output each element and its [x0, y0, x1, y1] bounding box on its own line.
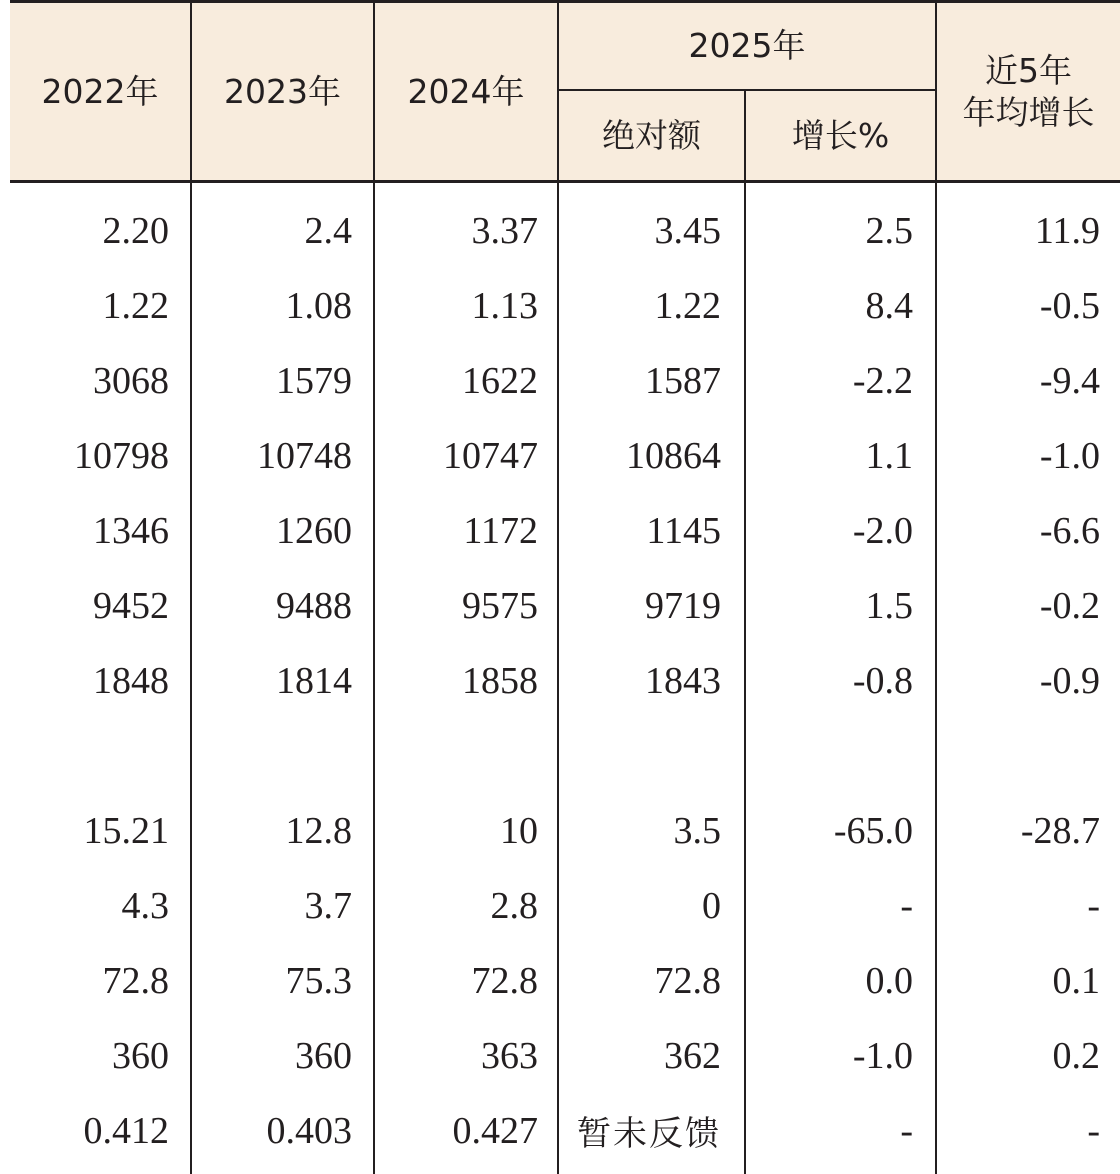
value-2022-cell: 1848	[93, 659, 169, 702]
value-5yr-avg-growth-cell: 0.2	[1052, 1034, 1100, 1077]
value-2025-growth-cell: 8.4	[865, 284, 913, 327]
value-2023-cell: 12.8	[285, 809, 352, 852]
value-5yr-avg-growth-cell: -0.9	[1039, 659, 1100, 702]
value-5yr-avg-growth-cell: -6.6	[1039, 509, 1100, 552]
value-2024-cell: 2.8	[490, 884, 538, 927]
value-2023-cell: 360	[295, 1034, 352, 1077]
value-2024-cell: 0.427	[452, 1109, 538, 1152]
value-2022-cell: 10798	[74, 434, 169, 477]
value-2025-growth-cell: -1.0	[852, 1034, 913, 1077]
value-2024-cell: 10	[500, 809, 538, 852]
value-2023-cell: 1260	[276, 509, 352, 552]
value-2022-cell: 1346	[93, 509, 169, 552]
header-5yr-avg-growth: 近5年 年均增长	[962, 51, 1095, 132]
value-2023-cell: 0.403	[266, 1109, 352, 1152]
value-5yr-avg-growth-cell: -	[1087, 1109, 1100, 1152]
value-2025-absolute-cell: 1145	[646, 509, 721, 552]
value-2022-cell: 1.22	[102, 284, 169, 327]
value-2024-cell: 10747	[443, 434, 538, 477]
value-2025-absolute-cell: 1587	[645, 359, 721, 402]
value-2025-growth-cell: 2.5	[865, 209, 913, 252]
value-2025-absolute-cell: 3.5	[673, 809, 721, 852]
value-2025-growth-cell: -	[900, 1109, 913, 1152]
value-2024-cell: 9575	[462, 584, 538, 627]
value-2025-growth-cell: -0.8	[852, 659, 913, 702]
value-2024-cell: 363	[481, 1034, 538, 1077]
value-2024-cell: 1858	[462, 659, 538, 702]
value-2024-cell: 72.8	[471, 959, 538, 1002]
value-2025-growth-cell: -	[900, 884, 913, 927]
value-2022-cell: 0.412	[83, 1109, 169, 1152]
value-2022-cell: 3068	[93, 359, 169, 402]
value-5yr-avg-growth-cell: -1.0	[1039, 434, 1100, 477]
value-2024-cell: 1172	[463, 509, 538, 552]
value-2023-cell: 10748	[257, 434, 352, 477]
value-2025-absolute-cell: 0	[702, 884, 721, 927]
value-2025-growth-cell: 1.5	[865, 584, 913, 627]
header-bottom-rule	[10, 180, 1120, 183]
value-2023-cell: 2.4	[304, 209, 352, 252]
value-2025-absolute-cell: 1843	[645, 659, 721, 702]
header-2022: 2022年	[41, 71, 159, 111]
header-2024: 2024年	[407, 71, 525, 111]
value-2022-cell: 360	[112, 1034, 169, 1077]
value-2022-cell: 9452	[93, 584, 169, 627]
value-5yr-avg-growth-cell: -	[1087, 884, 1100, 927]
header-growth: 增长%	[791, 115, 890, 155]
value-2025-growth-cell: -2.0	[852, 509, 913, 552]
value-5yr-avg-growth-cell: -0.2	[1039, 584, 1100, 627]
value-2023-cell: 1.08	[285, 284, 352, 327]
header-2023: 2023年	[224, 71, 341, 111]
value-2025-growth-cell: 0.0	[865, 959, 913, 1002]
header-2025: 2025年	[688, 26, 806, 66]
value-2025-absolute-cell: 3.45	[654, 209, 721, 252]
value-2025-absolute-cell: 10864	[626, 434, 721, 477]
value-5yr-avg-growth-cell: -28.7	[1020, 809, 1100, 852]
value-2025-absolute-cell: 1.22	[654, 284, 721, 327]
value-2024-cell: 1622	[462, 359, 538, 402]
value-2025-growth-cell: -65.0	[833, 809, 913, 852]
value-2025-absolute-cell: 362	[664, 1034, 721, 1077]
value-2025-absolute-cell: 暂未反馈	[577, 1114, 721, 1154]
value-2023-cell: 3.7	[304, 884, 352, 927]
value-2022-cell: 72.8	[102, 959, 169, 1002]
value-2022-cell: 2.20	[102, 209, 169, 252]
value-5yr-avg-growth-cell: -9.4	[1039, 359, 1100, 402]
value-2022-cell: 4.3	[121, 884, 169, 927]
header-absolute: 绝对额	[602, 115, 701, 155]
value-2022-cell: 15.21	[83, 809, 169, 852]
value-5yr-avg-growth-cell: 0.1	[1052, 959, 1100, 1002]
value-2024-cell: 3.37	[471, 209, 538, 252]
value-2025-growth-cell: -2.2	[852, 359, 913, 402]
value-2024-cell: 1.13	[471, 284, 538, 327]
value-2025-absolute-cell: 72.8	[654, 959, 721, 1002]
value-2025-growth-cell: 1.1	[865, 434, 913, 477]
value-2023-cell: 75.3	[285, 959, 352, 1002]
value-2023-cell: 9488	[276, 584, 352, 627]
value-5yr-avg-growth-cell: 11.9	[1034, 209, 1100, 252]
value-2023-cell: 1579	[276, 359, 352, 402]
value-5yr-avg-growth-cell: -0.5	[1039, 284, 1100, 327]
value-2025-absolute-cell: 9719	[645, 584, 721, 627]
value-2023-cell: 1814	[276, 659, 352, 702]
